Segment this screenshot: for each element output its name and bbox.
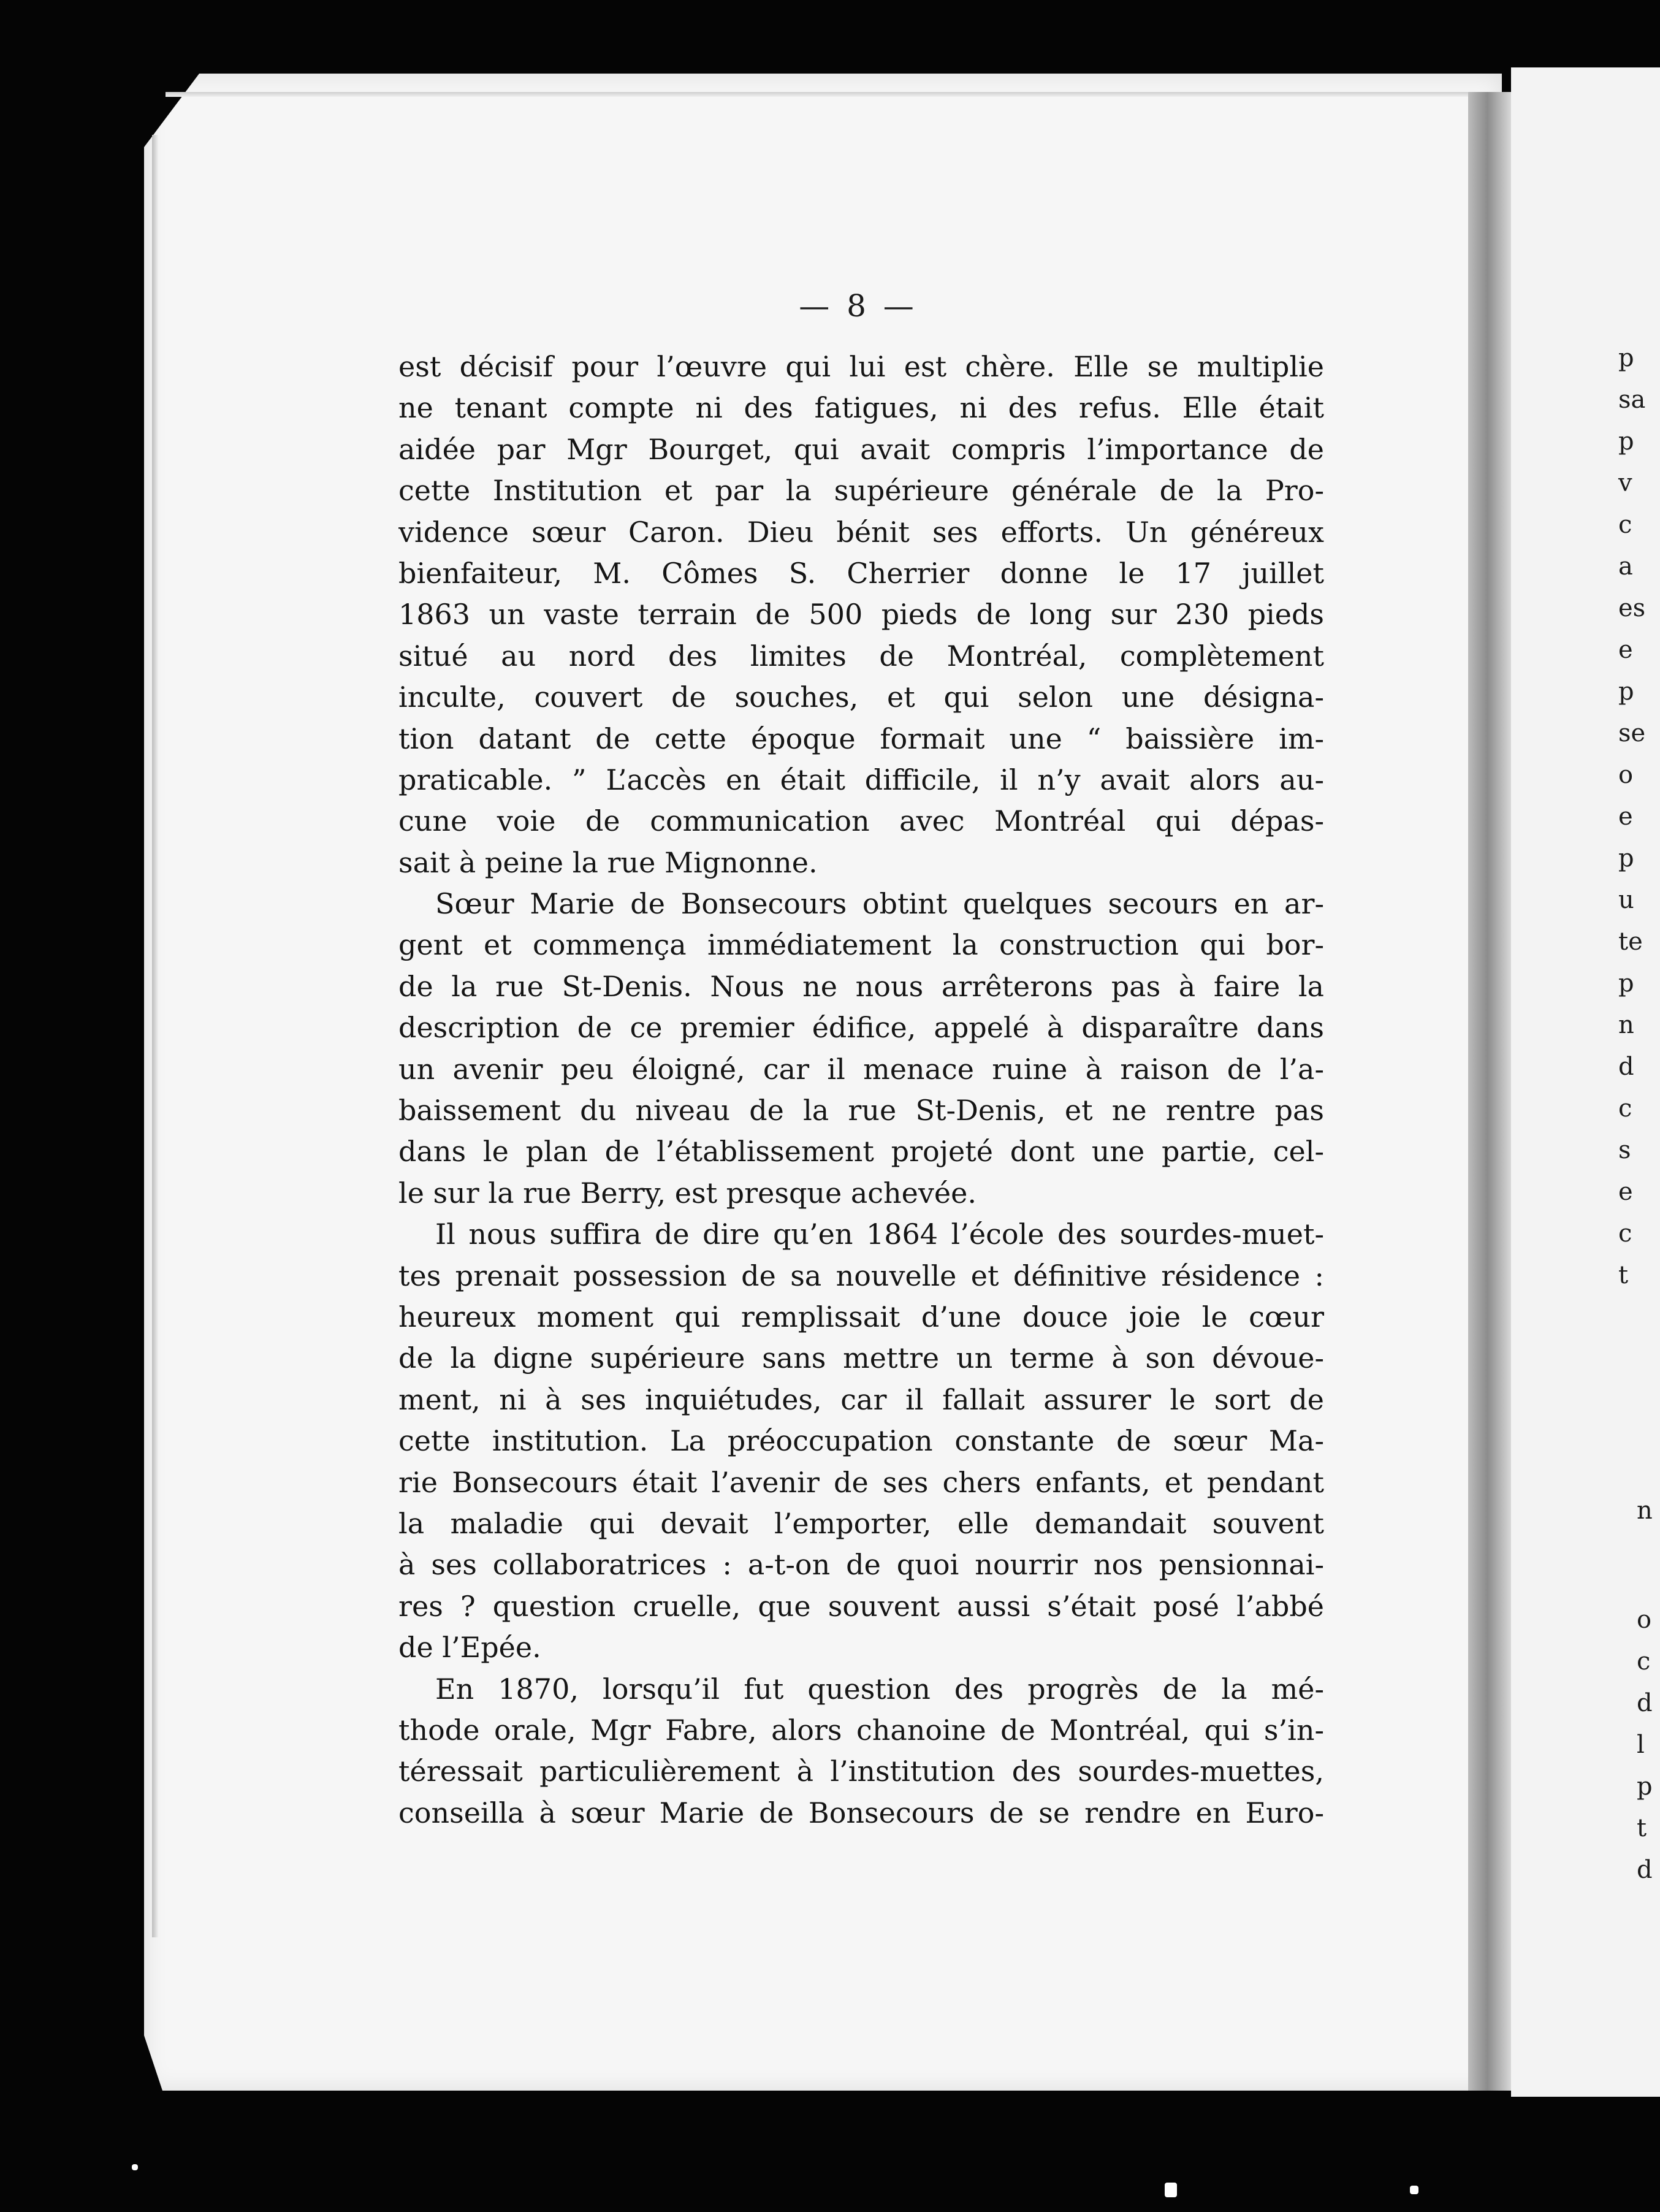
facing-page-fragment: se [1618, 719, 1646, 747]
text-line: baissement du niveau de la rue St-Denis, et ne rentre pas [398, 1094, 1324, 1127]
facing-page-fragment: c [1618, 1219, 1632, 1248]
facing-page-fragment: l [1637, 1731, 1645, 1759]
text-line: dans le plan de l’établissement projeté dont une partie, cel- [398, 1135, 1324, 1169]
text-line: aidée par Mgr Bourget, qui avait compris l’importance de [398, 432, 1324, 466]
facing-page-fragment: c [1618, 1094, 1632, 1123]
text-line: tion datant de cette époque formait une “ baissière im- [398, 722, 1324, 755]
facing-page-fragment: d [1637, 1689, 1653, 1717]
text-line: 1863 un vaste terrain de 500 pieds de long sur 230 pieds [398, 598, 1324, 631]
text-line: situé au nord des limites de Montréal, complètement [398, 639, 1324, 673]
facing-page-fragment: v [1618, 469, 1632, 497]
facing-page-fragment: p [1637, 1772, 1653, 1801]
facing-page-fragment: n [1637, 1497, 1653, 1525]
text-line: la maladie qui devait l’emporter, elle demandait souvent [398, 1506, 1324, 1540]
text-line: cune voie de communication avec Montréal qui dépas- [398, 804, 1324, 838]
facing-page-fragment: a [1618, 552, 1633, 581]
text-line: bienfaiteur, M. Cômes S. Cherrier donne le 17 juillet [398, 556, 1324, 590]
text-line: conseilla à sœur Marie de Bonsecours de se rendre en Euro- [398, 1796, 1324, 1829]
page-left-edge [152, 135, 158, 1937]
text-line: cette institution. La préoccupation constante de sœur Ma- [398, 1424, 1324, 1458]
facing-page-fragment: o [1637, 1606, 1652, 1634]
text-line: rie Bonsecours était l’avenir de ses chers enfants, et pendant [398, 1465, 1324, 1499]
facing-page-fragment: t [1618, 1261, 1629, 1289]
text-line: ment, ni à ses inquiétudes, car il fallait assurer le sort de [398, 1382, 1324, 1416]
text-line: tes prenait possession de sa nouvelle et définitive résidence : [398, 1259, 1324, 1292]
facing-page-fragment: t [1637, 1814, 1647, 1842]
text-line: le sur la rue Berry, est presque achevée. [398, 1176, 977, 1210]
page-top-edge [166, 92, 1483, 97]
text-line: Il nous suffira de dire qu’en 1864 l’école des sourdes-muet- [435, 1218, 1324, 1251]
text-line: Sœur Marie de Bonsecours obtint quelques secours en ar- [435, 887, 1324, 921]
text-line: téressait particulièrement à l’institution des sourdes-muettes, [398, 1755, 1324, 1788]
text-line: description de ce premier édifice, appelé à disparaître dans [398, 1011, 1324, 1045]
facing-page-fragment: n [1618, 1011, 1634, 1039]
facing-page-fragment: p [1618, 344, 1634, 372]
text-line: praticable. ” L’accès en était difficile, il n’y avait alors au- [398, 763, 1324, 796]
scan-speck [1410, 2186, 1418, 2194]
text-line: de la rue St-Denis. Nous ne nous arrêterons pas à faire la [398, 969, 1324, 1003]
text-line: à ses collaboratrices : a-t-on de quoi nourrir nos pensionnai- [398, 1548, 1324, 1582]
text-line: res ? question cruelle, que souvent aussi s’était posé l’abbé [398, 1589, 1324, 1623]
text-line: heureux moment qui remplissait d’une douce joie le cœur [398, 1300, 1324, 1333]
text-line: cette Institution et par la supérieure générale de la Pro- [398, 474, 1324, 508]
facing-page-fragment: d [1637, 1856, 1653, 1884]
facing-page-fragment: d [1618, 1053, 1634, 1081]
facing-page-fragment: c [1637, 1647, 1651, 1676]
text-line: est décisif pour l’œuvre qui lui est chère. Elle se multiplie [398, 350, 1324, 383]
facing-page-fragment: e [1618, 636, 1633, 664]
facing-page-fragment: p [1618, 427, 1634, 456]
facing-page-fragment: p [1618, 969, 1634, 997]
facing-page-text-lower [1637, 1490, 1653, 1891]
facing-page-fragment: sa [1618, 386, 1646, 414]
facing-page-fragment: te [1618, 928, 1643, 956]
text-line: de la digne supérieure sans mettre un terme à son dévoue- [398, 1341, 1324, 1375]
text-line: inculte, couvert de souches, et qui selon une désigna- [398, 681, 1324, 714]
facing-page-fragment: c [1618, 511, 1632, 539]
facing-page-fragment: s [1618, 1136, 1631, 1164]
text-line: En 1870, lorsqu’il fut question des progrès de la mé- [435, 1672, 1324, 1706]
facing-page-fragment: p [1618, 677, 1634, 706]
book-gutter [1468, 92, 1511, 2091]
text-line: thode orale, Mgr Fabre, alors chanoine de Montréal, qui s’in- [398, 1713, 1324, 1747]
scan-speck [132, 2164, 138, 2170]
text-line: de l’Epée. [398, 1631, 541, 1665]
facing-page-text-upper [1618, 337, 1645, 1296]
text-line: sait à peine la rue Mignonne. [398, 845, 818, 879]
facing-page-fragment: u [1618, 886, 1634, 914]
facing-page-fragment: p [1618, 844, 1634, 872]
text-line: un avenir peu éloigné, car il menace ruine à raison de l’a- [398, 1052, 1324, 1086]
facing-page-fragment: o [1618, 761, 1634, 789]
page-number: — 8 — [799, 288, 918, 324]
text-line: vidence sœur Caron. Dieu bénit ses efforts. Un généreux [398, 515, 1324, 549]
facing-page-fragment: es [1618, 594, 1646, 622]
facing-page-fragment: e [1618, 803, 1633, 831]
text-line: gent et commença immédiatement la construction qui bor- [398, 928, 1324, 962]
facing-page-fragment: e [1618, 1178, 1633, 1206]
text-line: ne tenant compte ni des fatigues, ni des refus. Elle était [398, 391, 1324, 425]
page-body-text [398, 346, 1324, 1834]
scan-speck [1165, 2183, 1177, 2197]
